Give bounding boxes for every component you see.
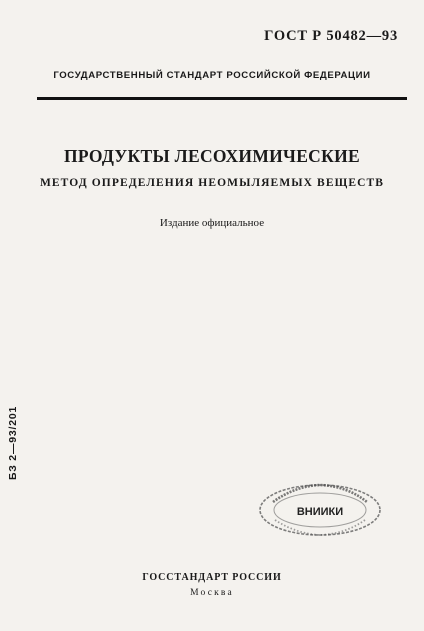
library-stamp: [255, 480, 385, 540]
document-title: ПРОДУКТЫ ЛЕСОХИМИЧЕСКИЕ: [64, 146, 360, 166]
side-code: БЗ 2—93/201: [7, 405, 19, 480]
standard-header: ГОСУДАРСТВЕННЫЙ СТАНДАРТ РОССИЙСКОЙ ФЕДЕРАЦИИ: [53, 70, 371, 81]
stamp-text: ВНИИКИ: [296, 506, 344, 518]
publisher: ГОССТАНДАРТ РОССИИ: [142, 572, 282, 583]
edition-label: Издание официальное: [159, 217, 265, 229]
publication-city: Москва: [190, 588, 234, 598]
stamp-ring-text-marks: [273, 485, 367, 502]
document-subtitle: МЕТОД ОПРЕДЕЛЕНИЯ НЕОМЫЛЯЕМЫХ ВЕЩЕСТВ: [39, 177, 385, 189]
header-rule: [37, 97, 407, 100]
document-number: ГОСТ Р 50482—93: [264, 28, 398, 44]
